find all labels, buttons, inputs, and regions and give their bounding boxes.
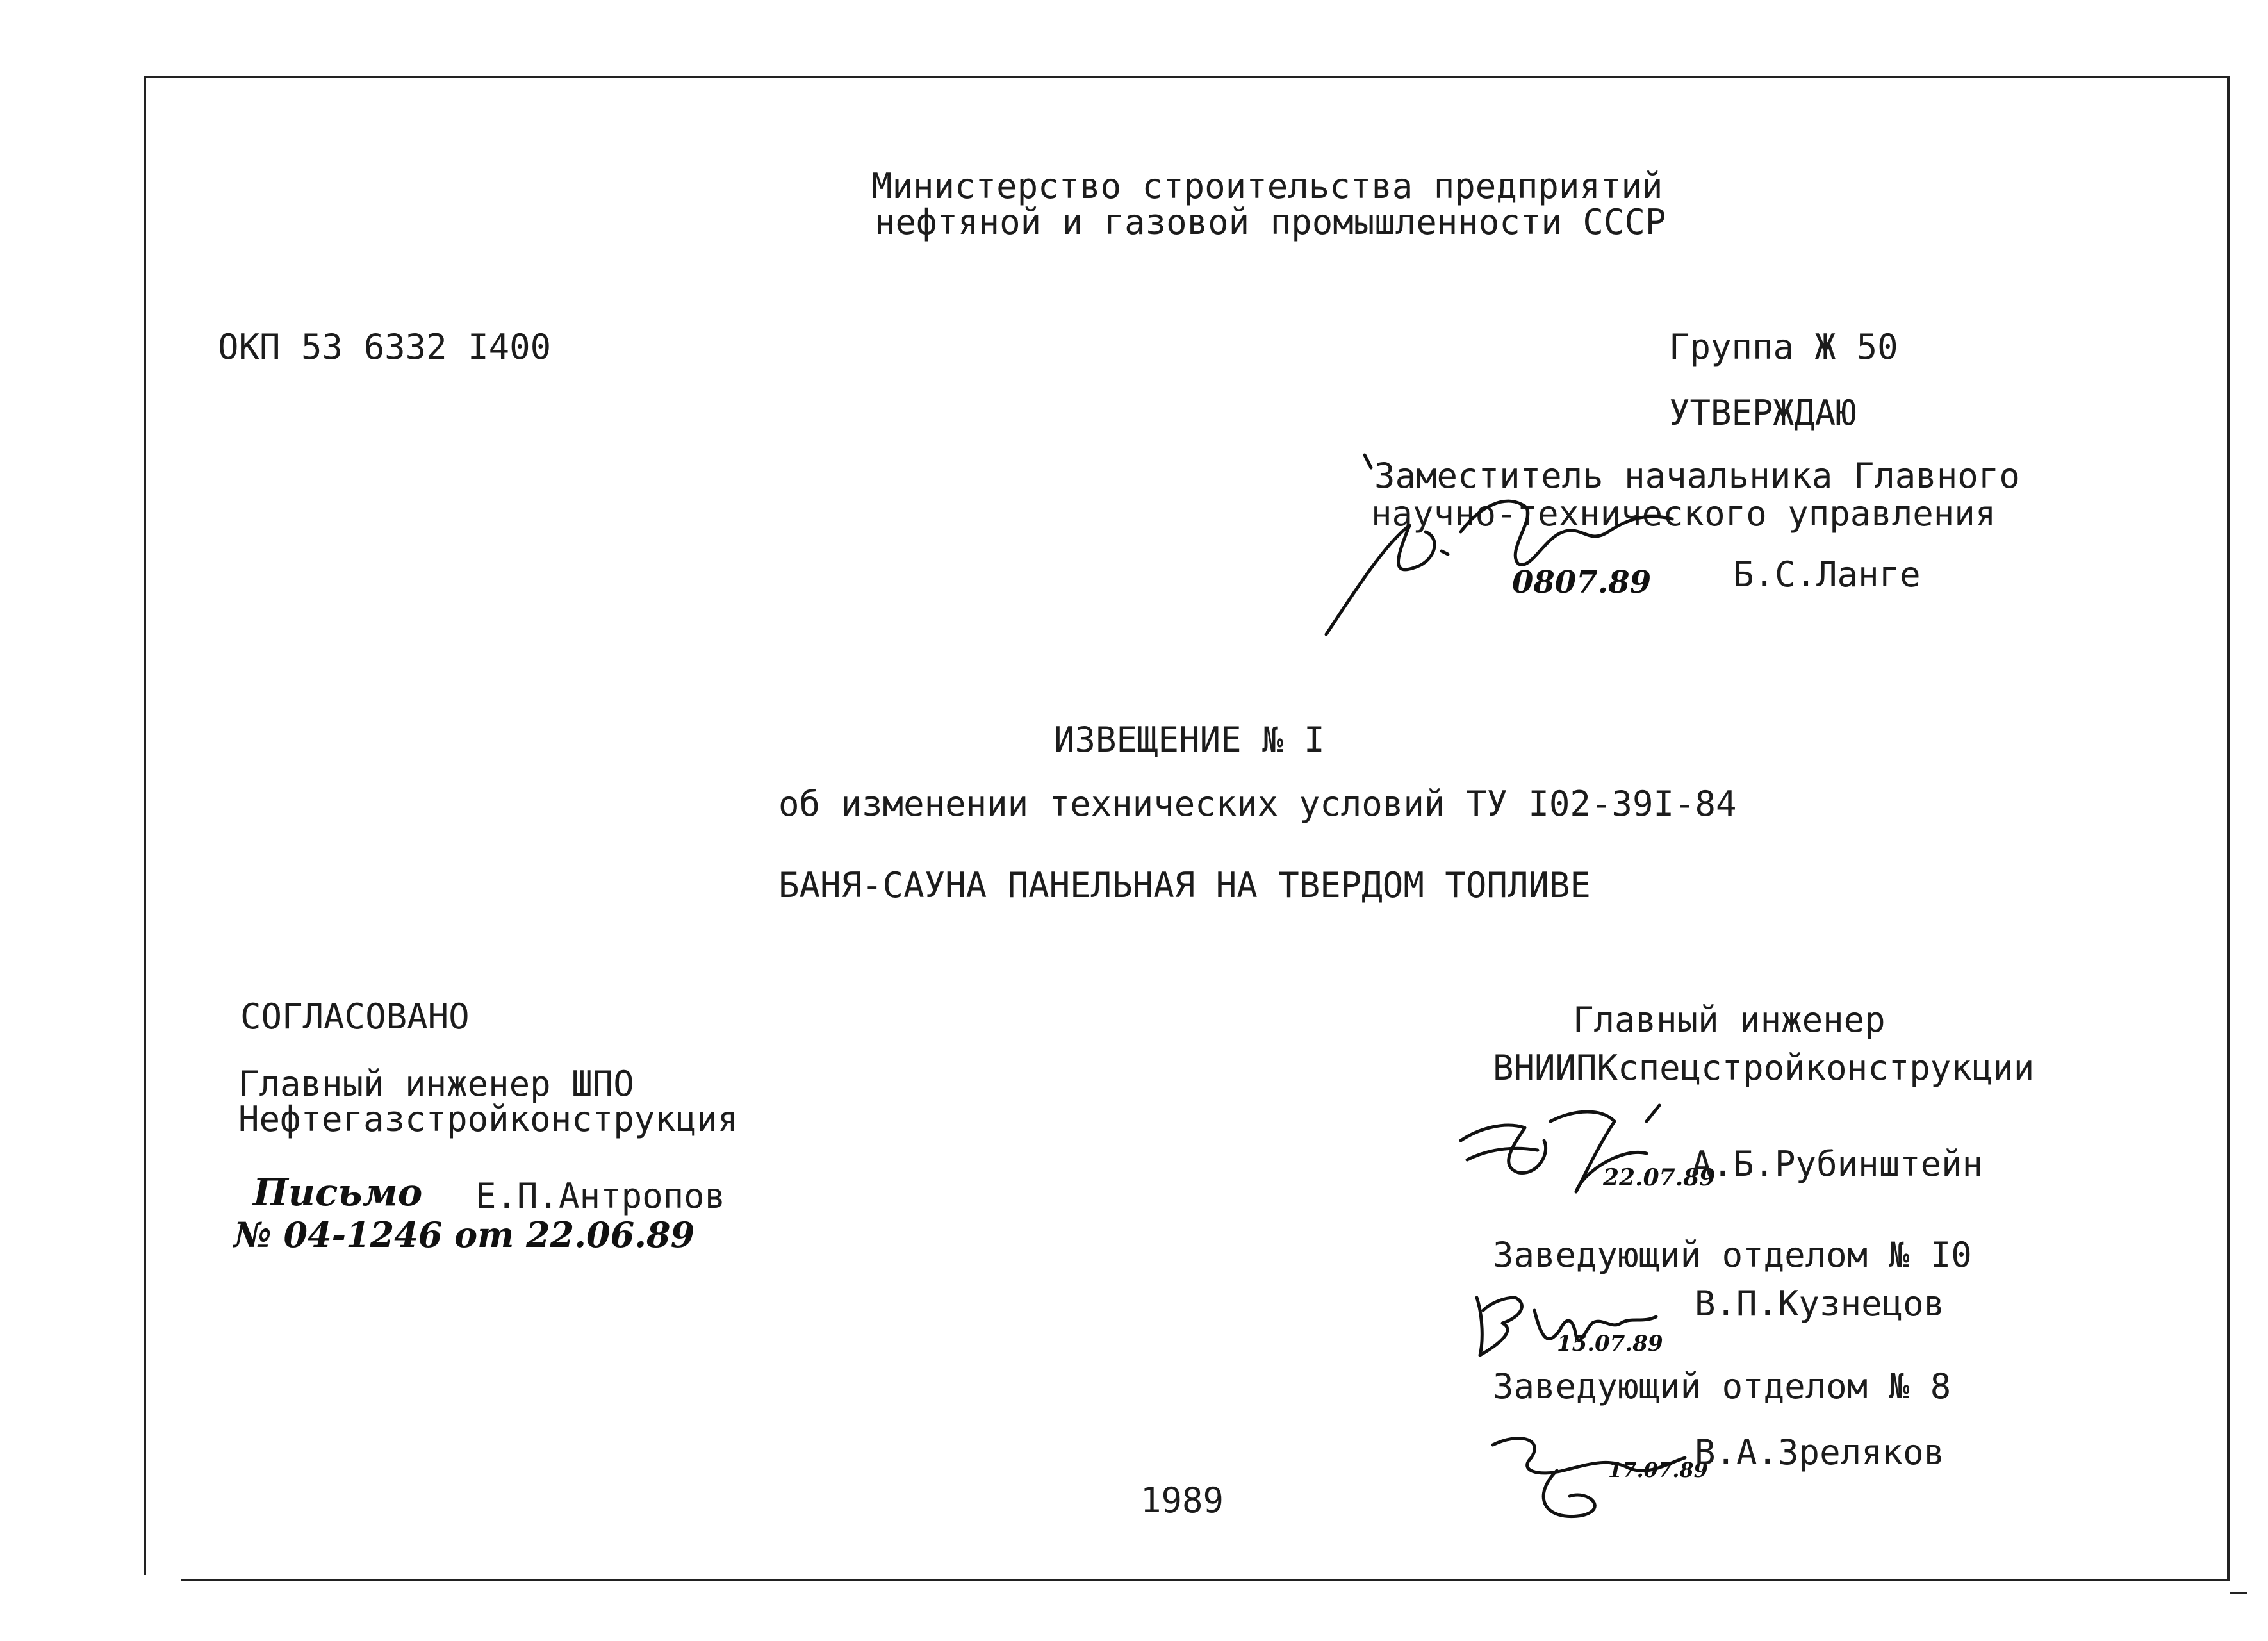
- chief-position-line-2: ВНИИПКспецстройконструкции: [1493, 1048, 2035, 1088]
- ministry-line-1: Министерство строительства предприятий: [871, 166, 1663, 206]
- approval-position-line-1: Заместитель начальника Главного: [1374, 456, 2020, 496]
- letter-note-line-1: Письмо: [253, 1171, 423, 1214]
- agreed-name: Е.П.Антропов: [475, 1176, 726, 1216]
- group-code: Группа Ж 50: [1669, 327, 1898, 367]
- ministry-line-2: нефтяной и газовой промышленности СССР: [875, 202, 1666, 242]
- frame-bottom-line: [181, 1579, 2230, 1581]
- approval-signature: [1313, 442, 1698, 647]
- department-10-position: Заведующий отделом № I0: [1493, 1235, 1972, 1275]
- frame-right-tick: [2230, 1592, 2247, 1594]
- department-8-position: Заведующий отделом № 8: [1493, 1366, 1952, 1406]
- letter-note-line-2: № 04-1246 от 22.06.89: [234, 1214, 695, 1255]
- approve-label: УТВЕРЖДАЮ: [1669, 393, 1857, 433]
- approval-signature-date: 0807.89: [1512, 565, 1652, 600]
- department-10-signature-date: 15.07.89: [1557, 1331, 1663, 1357]
- notice-product: БАНЯ-САУНА ПАНЕЛЬНАЯ НА ТВЕРДОМ ТОПЛИВЕ: [778, 865, 1591, 905]
- department-8-signature-date: 17.07.89: [1608, 1458, 1708, 1482]
- approval-position-line-2: научно-технического управления: [1371, 493, 1996, 534]
- department-8-name: В.А.Зреляков: [1695, 1432, 1945, 1472]
- notice-subtitle: об изменении технических условий ТУ I02-39I-84: [778, 784, 1737, 824]
- frame-top-line: [144, 76, 2230, 78]
- agreed-label: СОГЛАСОВАНО: [240, 996, 470, 1037]
- chief-signature-date: 22.07.89: [1603, 1164, 1716, 1191]
- department-10-name: В.П.Кузнецов: [1695, 1283, 1945, 1324]
- okp-code: ОКП 53 6332 I400: [218, 327, 552, 367]
- frame-right-line: [2227, 77, 2230, 1579]
- agreed-position-line-1: Главный инженер ШПО: [238, 1064, 634, 1104]
- frame-left-line: [144, 76, 146, 1575]
- chief-position-line-1: Главный инженер: [1573, 1000, 1886, 1040]
- approval-name: Б.С.Ланге: [1733, 554, 1921, 595]
- chief-name: А.Б.Рубинштейн: [1691, 1144, 1984, 1184]
- notice-title: ИЗВЕЩЕНИЕ № I: [1054, 720, 1325, 760]
- chief-signature: [1454, 1102, 1698, 1211]
- agreed-position-line-2: Нефтегазстройконструкция: [238, 1099, 739, 1139]
- document-year: 1989: [1140, 1480, 1224, 1521]
- department-10-signature: [1464, 1278, 1695, 1374]
